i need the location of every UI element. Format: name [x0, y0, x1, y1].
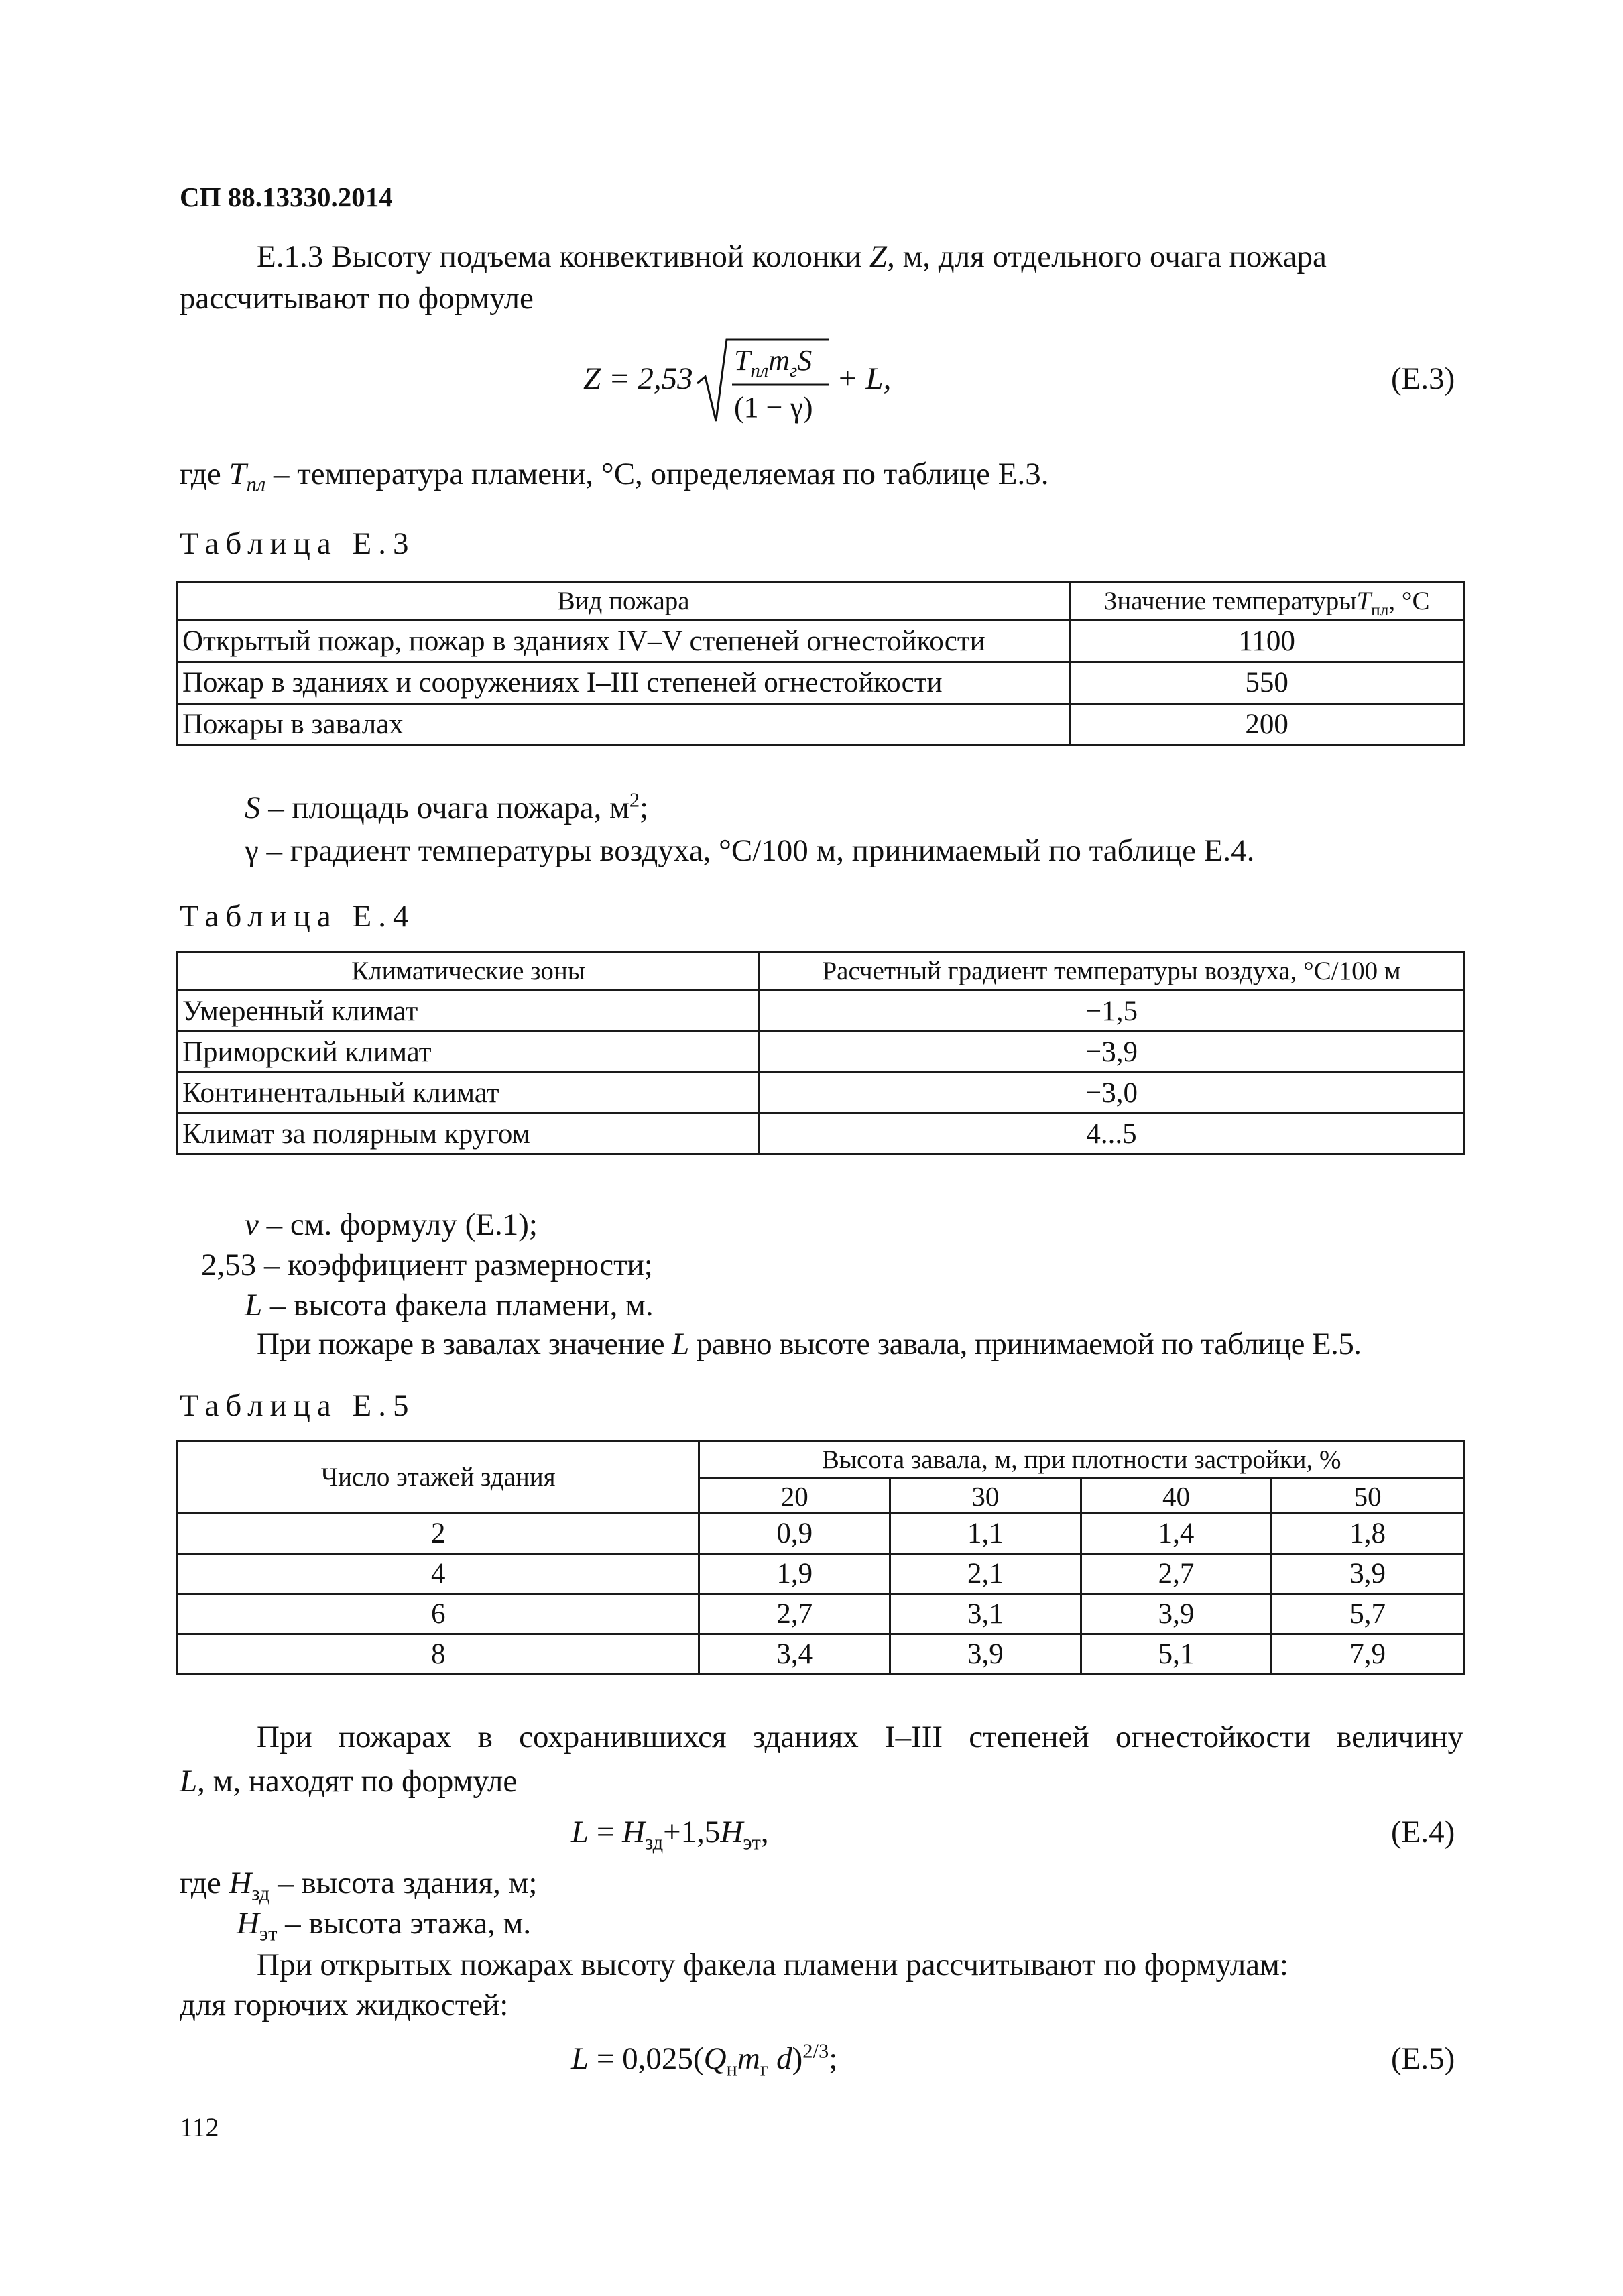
- subscript: зд: [645, 1831, 664, 1854]
- variable-h: H: [720, 1815, 743, 1850]
- text-span: где: [180, 457, 229, 491]
- text-span: = 0,025(: [589, 2041, 704, 2076]
- text-span: При пожаре в завалах значение: [257, 1327, 672, 1362]
- document-code: СП 88.13330.2014: [180, 182, 393, 213]
- paragraph-where-t: [180, 452, 1049, 496]
- cell-climate-zone: Климат за полярным кругом: [178, 1113, 760, 1154]
- cell-height: 5,7: [1272, 1594, 1464, 1634]
- equation-number-e3: (Е.3): [1391, 361, 1455, 396]
- table-row: [178, 1073, 1464, 1113]
- definition-h-building: [180, 1861, 537, 1905]
- cell-height: 5,1: [1081, 1634, 1272, 1675]
- variable-v: v: [245, 1207, 259, 1242]
- cell-gradient: 4...5: [760, 1113, 1464, 1154]
- cell-height: 2,1: [890, 1554, 1081, 1594]
- cell-fire-type: Пожар в зданиях и сооружениях I–III степеней огнестойкости: [178, 662, 1070, 704]
- variable-d: d: [768, 2041, 792, 2076]
- text-span: , м, находят по формуле: [197, 1764, 518, 1799]
- cell-height: 2,7: [1081, 1554, 1272, 1594]
- table-row: [178, 662, 1464, 704]
- table-row: [178, 1032, 1464, 1073]
- cell-gradient: −3,9: [760, 1032, 1464, 1073]
- variable-s: S: [797, 344, 813, 377]
- table-row: [178, 1554, 1464, 1594]
- variable-l: L: [245, 1288, 263, 1323]
- text-span: – высота факела пламени, м.: [262, 1288, 654, 1323]
- text-span: , м, для отдельного очага пожара: [887, 239, 1327, 274]
- table-e3: [176, 581, 1465, 746]
- table-row: [178, 1634, 1464, 1675]
- text-span: где: [180, 1866, 229, 1900]
- variable-l: L: [672, 1327, 689, 1362]
- variable-h: H: [229, 1866, 252, 1900]
- table-e4: [176, 951, 1465, 1155]
- definition-s: [245, 786, 648, 830]
- text-span: – см. формулу (Е.1);: [258, 1207, 538, 1242]
- header-cell: Расчетный градиент температуры воздуха, °С/100 м: [760, 952, 1464, 991]
- text-span: ,: [760, 1815, 769, 1850]
- cell-height: 3,4: [699, 1634, 890, 1675]
- text-span: ;: [640, 790, 649, 825]
- variable-l: L: [571, 2041, 589, 2076]
- subscript: зд: [251, 1882, 270, 1905]
- text-span: +1,5: [663, 1815, 721, 1850]
- definition-v: [245, 1203, 538, 1247]
- subscript: эт: [743, 1831, 761, 1854]
- cell-fire-type: Пожары в завалах: [178, 704, 1070, 745]
- cell-gradient: −3,0: [760, 1073, 1464, 1113]
- formula-e3-denominator: (1 − γ): [734, 391, 813, 424]
- subscript: г: [790, 360, 798, 381]
- variable-t: T: [1356, 587, 1372, 615]
- table-e5: [176, 1440, 1465, 1675]
- header-cell: Климатические зоны: [178, 952, 760, 991]
- table-row: [178, 991, 1464, 1032]
- paragraph-e13-line1: [257, 235, 1327, 279]
- cell-temperature: 550: [1070, 662, 1464, 704]
- cell-height: 1,1: [890, 1514, 1081, 1554]
- text-span: , °С: [1388, 587, 1430, 615]
- cell-floors: 8: [178, 1634, 699, 1675]
- formula-e3-lhs: Z = 2,53: [583, 361, 693, 396]
- cell-floors: 6: [178, 1594, 699, 1634]
- header-cell: [1070, 582, 1464, 621]
- definition-coefficient: 2,53 – коэффициент размерности;: [201, 1248, 653, 1282]
- superscript: 2/3: [802, 2039, 829, 2063]
- equation-number-e5: (Е.5): [1391, 2041, 1455, 2076]
- table-e5-caption: Таблица Е.5: [180, 1388, 416, 1423]
- cell-fire-type: Открытый пожар, пожар в зданиях IV–V степеней огнестойкости: [178, 621, 1070, 662]
- text-span: =: [589, 1815, 623, 1850]
- variable-s: S: [245, 790, 261, 825]
- header-cell-density: 50: [1272, 1479, 1464, 1514]
- cell-height: 2,7: [699, 1594, 890, 1634]
- cell-height: 3,1: [890, 1594, 1081, 1634]
- header-cell-group: Высота завала, м, при плотности застройки, %: [699, 1441, 1464, 1479]
- cell-height: 7,9: [1272, 1634, 1464, 1675]
- formula-e3-rhs: + L,: [837, 361, 892, 396]
- subscript: пл: [1371, 600, 1389, 619]
- table-row: [178, 704, 1464, 745]
- table-e3-caption: Таблица Е.3: [180, 526, 416, 561]
- cell-gradient: −1,5: [760, 991, 1464, 1032]
- cell-height: 3,9: [1081, 1594, 1272, 1634]
- table-row: [178, 621, 1464, 662]
- formula-e4: [571, 1814, 769, 1854]
- variable-h: H: [622, 1815, 646, 1850]
- cell-temperature: 200: [1070, 704, 1464, 745]
- table-e5-header-row: [178, 1441, 1464, 1479]
- definition-h-floor: [237, 1901, 531, 1945]
- variable-m: m: [768, 344, 790, 377]
- cell-height: 1,8: [1272, 1514, 1464, 1554]
- equation-number-e4: (Е.4): [1391, 1815, 1455, 1850]
- variable-h: H: [237, 1906, 259, 1941]
- variable-l: L: [571, 1815, 589, 1850]
- variable-t: T: [734, 344, 751, 377]
- cell-climate-zone: Умеренный климат: [178, 991, 760, 1032]
- formula-e5: [571, 2039, 838, 2081]
- variable-q: Q: [703, 2041, 727, 2076]
- table-e4-caption: Таблица Е.4: [180, 899, 416, 934]
- paragraph-e5-line2: для горючих жидкостей:: [180, 1988, 509, 2022]
- table-e4-header-row: [178, 952, 1464, 991]
- variable-t: T: [229, 457, 247, 491]
- subscript: г: [760, 2057, 769, 2081]
- cell-floors: 4: [178, 1554, 699, 1594]
- superscript: 2: [629, 788, 640, 812]
- variable-z: Z: [869, 239, 888, 274]
- table-row: [178, 1594, 1464, 1634]
- text-span: – высота здания, м;: [269, 1866, 538, 1900]
- text-span: ;: [829, 2041, 838, 2076]
- page-number: 112: [180, 2112, 219, 2142]
- header-cell-floors: Число этажей здания: [178, 1441, 699, 1514]
- cell-height: 3,9: [1272, 1554, 1464, 1594]
- paragraph-e4-line1: При пожарах в сохранившихся зданиях I–III степеней огнестойкости величину: [257, 1719, 1463, 1754]
- text-span: – высота этажа, м.: [277, 1906, 532, 1941]
- header-cell-density: 30: [890, 1479, 1081, 1514]
- subscript: пл: [750, 360, 769, 381]
- formula-e3-numerator: [734, 343, 813, 381]
- cell-height: 1,4: [1081, 1514, 1272, 1554]
- text-span: Е.1.3 Высоту подъема конвективной колонки: [257, 239, 869, 274]
- definition-l: [245, 1283, 654, 1327]
- cell-height: 1,9: [699, 1554, 890, 1594]
- header-cell: Вид пожара: [178, 582, 1070, 621]
- text-span: – температура пламени, °С, определяемая по таблице Е.3.: [265, 457, 1049, 491]
- text-span: – площадь очага пожара, м: [260, 790, 629, 825]
- text-span: ): [792, 2041, 803, 2076]
- table-row: [178, 1113, 1464, 1154]
- paragraph-rubble: [257, 1322, 1361, 1366]
- subscript: эт: [259, 1922, 278, 1945]
- header-cell-density: 40: [1081, 1479, 1272, 1514]
- cell-height: 3,9: [890, 1634, 1081, 1675]
- paragraph-e5-line1: При открытых пожарах высоту факела пламени рассчитывают по формулам:: [257, 1947, 1288, 1982]
- paragraph-e4-line2: [180, 1759, 517, 1803]
- cell-floors: 2: [178, 1514, 699, 1554]
- cell-height: 0,9: [699, 1514, 890, 1554]
- text-span: Значение температуры: [1103, 587, 1357, 615]
- cell-climate-zone: Континентальный климат: [178, 1073, 760, 1113]
- text-span: равно высоте завала, принимаемой по таблице Е.5.: [688, 1327, 1362, 1362]
- cell-temperature: 1100: [1070, 621, 1464, 662]
- cell-climate-zone: Приморский климат: [178, 1032, 760, 1073]
- variable-l: L: [180, 1764, 198, 1799]
- definition-gamma: γ – градиент температуры воздуха, °С/100 м, принимаемый по таблице Е.4.: [245, 833, 1255, 868]
- header-cell-density: 20: [699, 1479, 890, 1514]
- table-row: [178, 1514, 1464, 1554]
- table-e3-header-row: [178, 582, 1464, 621]
- subscript: н: [726, 2057, 737, 2081]
- variable-m: m: [737, 2041, 760, 2076]
- paragraph-e13-line2: рассчитывают по формуле: [180, 281, 534, 316]
- subscript: пл: [246, 473, 266, 496]
